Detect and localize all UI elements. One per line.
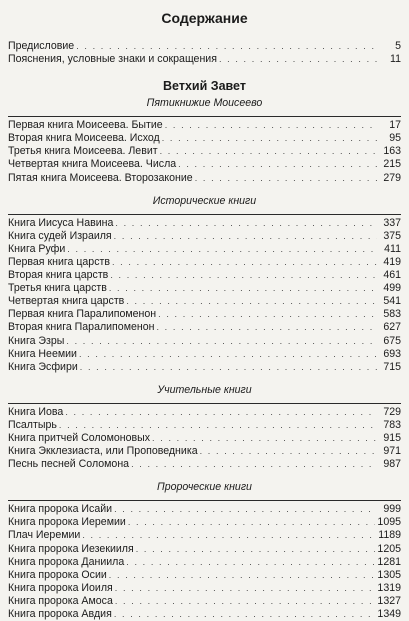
- entry-title: Книга Руфи: [8, 242, 66, 255]
- leader-dots: [79, 348, 377, 361]
- leader-dots: [219, 53, 377, 66]
- entry-title: Четвертая книга царств: [8, 295, 125, 308]
- entry-page: 583: [383, 308, 401, 321]
- entry-title: Предисловие: [8, 40, 75, 52]
- entry-title: Вторая книга Паралипоменон: [8, 321, 155, 334]
- entry-page: 783: [383, 418, 401, 431]
- leader-dots: [114, 608, 376, 621]
- entry-title: Третья книга Моисеева. Левит: [8, 145, 158, 158]
- toc-entry: [8, 569, 401, 582]
- toc-entry: [8, 217, 401, 230]
- toc-entry: [8, 256, 401, 269]
- toc-entry: [8, 119, 401, 132]
- leader-dots: [131, 458, 377, 471]
- entry-title: Книга пророка Даниила: [8, 555, 125, 568]
- entry-page: 987: [383, 458, 401, 471]
- toc-entry: [8, 335, 401, 348]
- entry-title: Плач Иеремии: [8, 529, 81, 542]
- testament-heading: Ветхий Завет: [163, 79, 246, 94]
- leader-dots: [128, 516, 376, 529]
- entry-title: Книга пророка Амоса: [8, 594, 113, 607]
- toc-section: [8, 195, 401, 374]
- entry-title: Книга Неемии: [8, 347, 77, 360]
- toc-entry: [8, 516, 401, 529]
- toc-entry: [8, 132, 401, 145]
- entry-title: Вторая книга Моисеева. Исход: [8, 132, 160, 145]
- entry-page: 915: [383, 431, 401, 444]
- toc-section: [8, 97, 401, 184]
- leader-dots: [112, 256, 377, 269]
- entry-title: Книга Иова: [8, 405, 64, 418]
- entry-title: Четвертая книга Моисеева. Числа: [8, 158, 177, 171]
- toc-entry: [8, 172, 401, 185]
- section-divider: [8, 214, 401, 215]
- toc-entry: [8, 595, 401, 608]
- entry-page: 541: [383, 295, 401, 308]
- leader-dots: [59, 419, 377, 432]
- toc-entry: [8, 282, 401, 295]
- toc-section: [8, 481, 401, 621]
- entry-page: 715: [383, 360, 401, 373]
- entry-page: 95: [389, 132, 401, 145]
- entry-page: 411: [384, 242, 401, 255]
- leader-dots: [110, 269, 377, 282]
- entry-page: 1281: [377, 555, 401, 568]
- toc-entry: [8, 432, 401, 445]
- entry-page: 1349: [377, 608, 401, 620]
- leader-dots: [152, 432, 377, 445]
- entry-page: 1305: [377, 568, 401, 581]
- leader-dots: [115, 582, 376, 595]
- entry-page: 11: [390, 53, 401, 66]
- leader-dots: [126, 556, 375, 569]
- toc-entry: [8, 361, 401, 374]
- toc-entry: [8, 556, 401, 569]
- page-title: Содержание: [161, 10, 248, 26]
- entry-title: Первая книга Моисеева. Бытие: [8, 119, 163, 132]
- entry-title: Книга пророка Осии: [8, 568, 107, 581]
- toc-entry: [8, 321, 401, 334]
- entry-page: 1205: [377, 542, 401, 555]
- entry-page: 215: [383, 158, 401, 171]
- leader-dots: [200, 445, 377, 458]
- leader-dots: [156, 321, 377, 334]
- entry-page: 1095: [377, 516, 401, 529]
- leader-dots: [66, 335, 377, 348]
- entry-page: 1319: [377, 581, 401, 594]
- intro-list: [8, 40, 401, 66]
- entry-title: Книга Экклезиаста, или Проповедника: [8, 445, 198, 458]
- leader-dots: [115, 217, 377, 230]
- entry-page: 279: [383, 171, 401, 184]
- toc-entry: [8, 458, 401, 471]
- entry-title: Псалтырь: [8, 418, 57, 431]
- toc-entry: [8, 269, 401, 282]
- toc-entry: [8, 406, 401, 419]
- toc-entry: [8, 158, 401, 171]
- leader-dots: [76, 40, 377, 53]
- leader-dots: [115, 595, 376, 608]
- leader-dots: [67, 243, 377, 256]
- sections-container: [8, 97, 401, 621]
- entry-title: Пояснения, условные знаки и сокращения: [8, 53, 217, 66]
- entry-title: Книга Эзры: [8, 334, 65, 347]
- entry-page: 5: [395, 40, 401, 52]
- section-heading: Пятикнижие Моисеево: [146, 97, 263, 110]
- entry-page: 729: [383, 405, 401, 418]
- toc-entry: [8, 445, 401, 458]
- entry-page: 163: [383, 145, 401, 158]
- toc-entry: [8, 608, 401, 621]
- entry-page: 461: [383, 269, 401, 282]
- section-heading: Исторические книги: [152, 194, 257, 207]
- toc-entry: [8, 419, 401, 432]
- toc-entry: [8, 503, 401, 516]
- section-divider: [8, 500, 401, 501]
- entry-title: Книга притчей Соломоновых: [8, 431, 151, 444]
- leader-dots: [109, 569, 376, 582]
- entry-page: 375: [383, 229, 401, 242]
- toc-entry: [8, 53, 401, 66]
- leader-dots: [109, 282, 377, 295]
- leader-dots: [158, 308, 377, 321]
- entry-title: Пятая книга Моисеева. Второзаконие: [8, 171, 193, 184]
- section-divider: [8, 116, 401, 117]
- leader-dots: [114, 503, 377, 516]
- entry-page: 1327: [377, 594, 401, 607]
- entry-title: Книга пророка Исайи: [8, 503, 113, 516]
- toc-entry: [8, 295, 401, 308]
- leader-dots: [162, 132, 377, 145]
- entry-page: 419: [383, 255, 401, 268]
- entry-title: Книга пророка Иеремии: [8, 516, 126, 529]
- entry-title: Книга пророка Иезекииля: [8, 542, 134, 555]
- toc-entry: [8, 529, 401, 542]
- entry-title: Песнь песней Соломона: [8, 458, 130, 471]
- leader-dots: [195, 172, 377, 185]
- toc-entry: [8, 145, 401, 158]
- entry-title: Книга пророка Авдия: [8, 608, 112, 620]
- entry-title: Вторая книга царств: [8, 269, 109, 282]
- toc-entry: [8, 40, 401, 53]
- leader-dots: [65, 406, 377, 419]
- entry-title: Книга судей Израиля: [8, 229, 112, 242]
- entry-title: Первая книга царств: [8, 255, 110, 268]
- entry-page: 627: [383, 321, 401, 334]
- leader-dots: [82, 529, 376, 542]
- entry-title: Книга Иисуса Навина: [8, 216, 114, 229]
- entry-title: Книга Эсфири: [8, 360, 78, 373]
- leader-dots: [178, 158, 377, 171]
- toc-entry: [8, 348, 401, 361]
- entry-page: 337: [383, 216, 401, 229]
- leader-dots: [80, 361, 377, 374]
- section-heading: Пророческие книги: [157, 481, 252, 494]
- toc-section: [8, 384, 401, 471]
- entry-title: Третья книга царств: [8, 282, 107, 295]
- entry-page: 693: [383, 347, 401, 360]
- toc-entry: [8, 582, 401, 595]
- entry-page: 675: [383, 334, 401, 347]
- entry-title: Книга пророка Иоиля: [8, 581, 113, 594]
- leader-dots: [136, 543, 376, 556]
- leader-dots: [114, 230, 377, 243]
- leader-dots: [126, 295, 377, 308]
- toc-entry: [8, 230, 401, 243]
- entry-page: 1189: [378, 529, 401, 542]
- entry-title: Первая книга Паралипоменон: [8, 308, 157, 321]
- section-divider: [8, 403, 401, 404]
- toc-entry: [8, 543, 401, 556]
- leader-dots: [160, 145, 377, 158]
- entry-page: 17: [389, 119, 401, 132]
- toc-entry: [8, 308, 401, 321]
- entry-page: 971: [383, 445, 401, 458]
- entry-page: 499: [383, 282, 401, 295]
- leader-dots: [165, 119, 377, 132]
- entry-page: 999: [383, 503, 401, 516]
- section-heading: Учительные книги: [157, 383, 252, 396]
- toc-entry: [8, 243, 401, 256]
